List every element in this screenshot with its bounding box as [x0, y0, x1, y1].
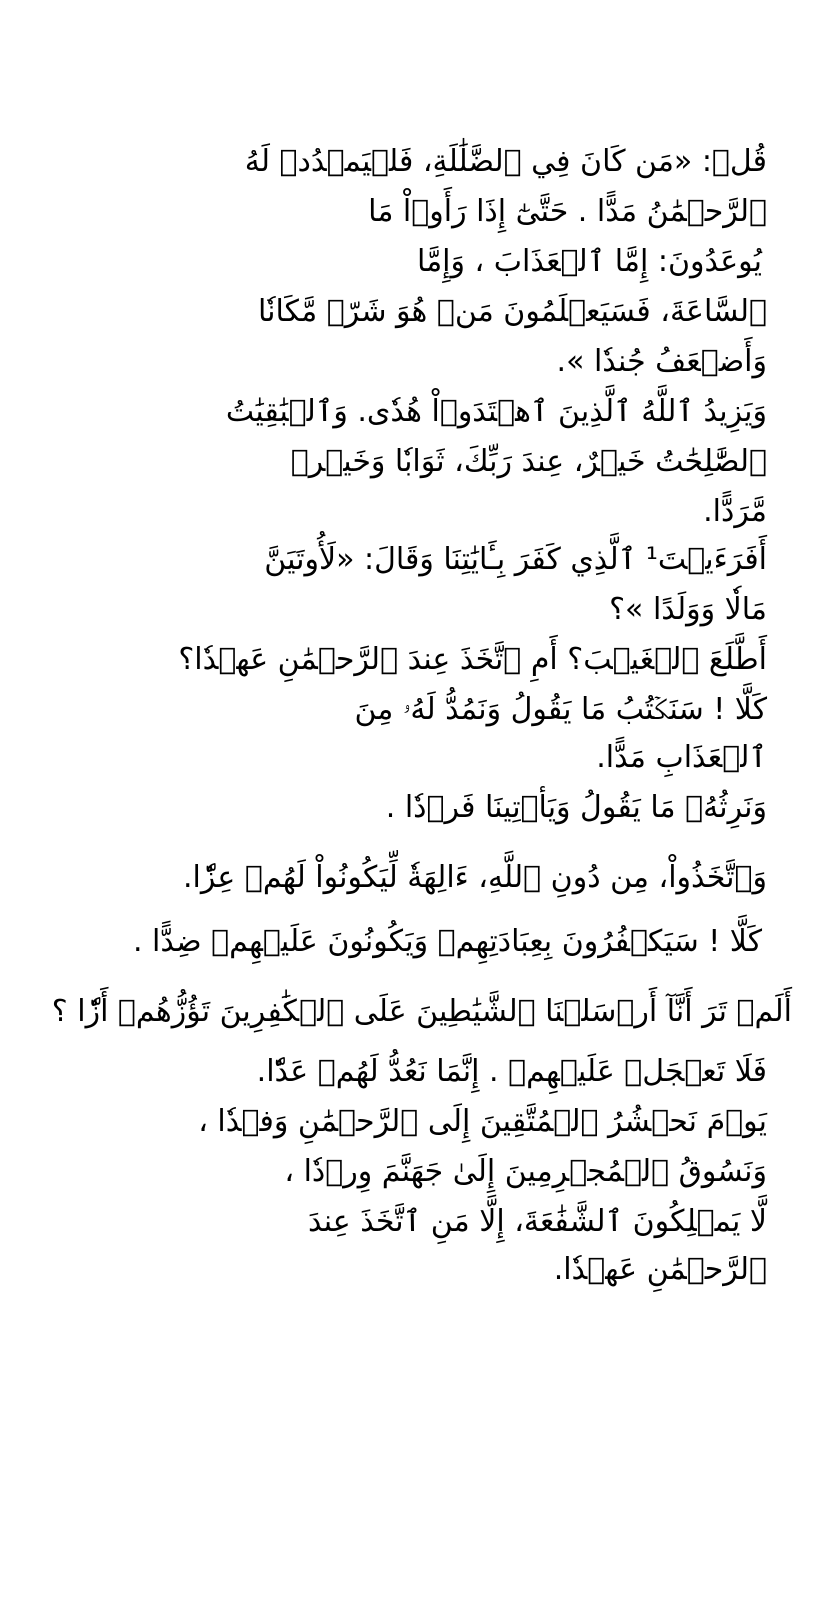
text-line-16: كَلَّا ! سَيَكۡفُرُونَ بِعِبَادَتِهِمۡ وَيَكُونُونَ عَلَيۡهِمۡ ضِدًّا .: [132, 924, 762, 959]
text-line-9: أَفَرَءَيۡتَ¹ ٱلَّذِي كَفَرَ بِـَٔايَٰتِنَا وَقَالَ: «لَأُوتَيَنَّ: [264, 542, 767, 577]
text-line-15: وَٱتَّخَذُواْ، مِن دُونِ ٱللَّهِ، ءَالِهَةٗ لِّيَكُونُواْ لَهُمۡ عِزّٗا.: [182, 860, 767, 895]
text-line-21: لَّا يَمۡلِكُونَ ٱلشَّفَٰعَةَ، إِلَّا مَنِ ٱتَّخَذَ عِندَ: [307, 1204, 767, 1239]
text-line-6: وَيَزِيدُ ٱللَّهُ ٱلَّذِينَ ٱهۡتَدَوۡاْ هُدٗى. وَٱلۡبَٰقِيَٰتُ: [225, 394, 767, 429]
text-line-10: مَالٗا وَوَلَدًا »؟: [609, 592, 767, 627]
text-line-1: قُلۡ: «مَن كَانَ فِي ٱلضَّلَٰلَةِ، فَلۡيَمۡدُدۡ لَهُ: [244, 144, 767, 179]
text-line-11: أَطَّلَعَ ٱلۡغَيۡبَ؟ أَمِ ٱتَّخَذَ عِندَ ٱلرَّحۡمَٰنِ عَهۡدٗا؟: [178, 642, 767, 677]
text-line-5: وَأَضۡعَفُ جُندٗا ».: [556, 344, 767, 379]
text-line-2: ٱلرَّحۡمَٰنُ مَدًّا . حَتَّىٰٓ إِذَا رَأَوۡاْ مَا: [368, 194, 767, 229]
text-line-19: يَوۡمَ نَحۡشُرُ ٱلۡمُتَّقِينَ إِلَى ٱلرَّحۡمَٰنِ وَفۡدٗا ،: [198, 1104, 767, 1139]
text-line-7: ٱلصَّٰلِحَٰتُ خَيۡرٌ، عِندَ رَبِّكَ، ثَوَابٗا وَخَيۡرٞ: [290, 444, 767, 479]
text-line-22: ٱلرَّحۡمَٰنِ عَهۡدٗا.: [553, 1252, 767, 1287]
text-line-3: يُوعَدُونَ: إِمَّا ٱلۡعَذَابَ ، وَإِمَّا: [416, 244, 762, 279]
text-line-4: ٱلسَّاعَةَ، فَسَيَعۡلَمُونَ مَنۡ هُوَ شَرّٞ مَّكَانٗا: [257, 294, 767, 329]
text-line-20: وَنَسُوقُ ٱلۡمُجۡرِمِينَ إِلَىٰ جَهَنَّمَ وِرۡدٗا ،: [284, 1154, 767, 1189]
text-line-13: ٱلۡعَذَابِ مَدًّا.: [596, 740, 767, 775]
text-line-17: أَلَمۡ تَرَ أَنَّآ أَرۡسَلۡنَا ٱلشَّيَٰطِينَ عَلَى ٱلۡكَٰفِرِينَ تَؤُزُّهُمۡ أَزّٗا ؟: [51, 994, 792, 1029]
text-line-8: مَّرَدًّا.: [703, 494, 767, 529]
text-line-12: كَلَّا ! سَنَكۡتُبُ مَا يَقُولُ وَنَمُدُّ لَهُۥ مِنَ: [354, 692, 767, 727]
text-line-18: فَلَا تَعۡجَلۡ عَلَيۡهِمۡ . إِنَّمَا نَعُدُّ لَهُمۡ عَدّٗا.: [256, 1054, 767, 1089]
text-line-14: وَنَرِثُهُۥ مَا يَقُولُ وَيَأۡتِينَا فَرۡدٗا .: [385, 790, 767, 825]
